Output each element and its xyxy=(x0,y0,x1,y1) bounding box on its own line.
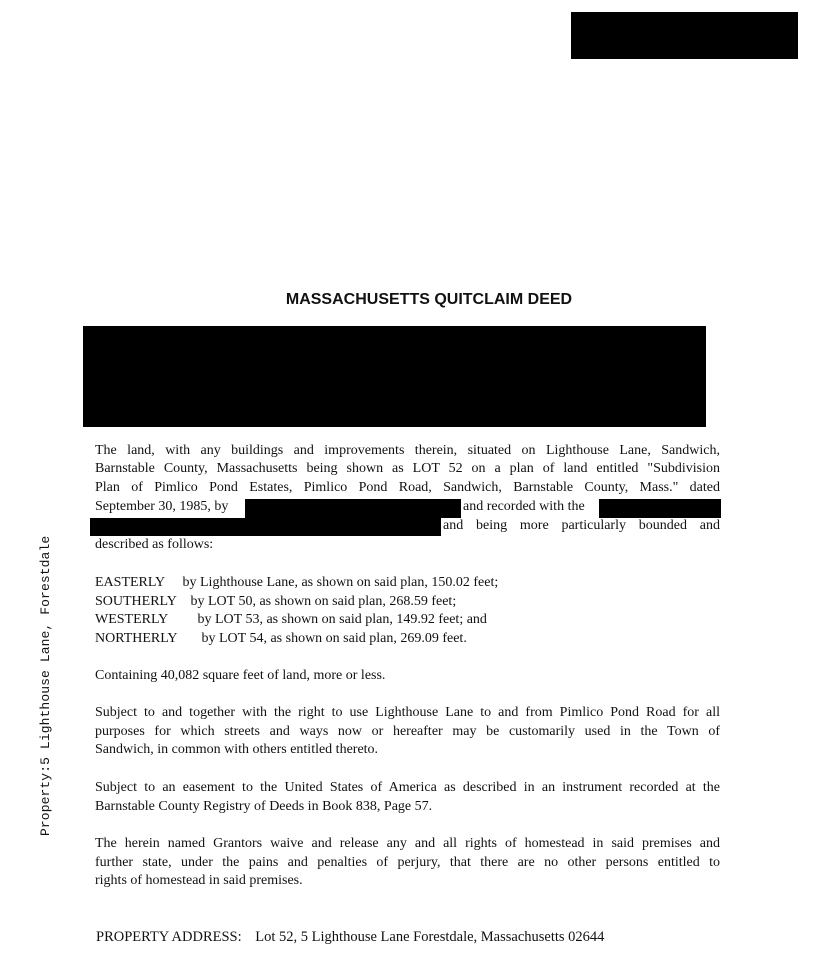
paragraph-line: further state, under the pains and penalties of perjury, that there are no other persons entitled to xyxy=(95,854,720,870)
property-address-label: PROPERTY ADDRESS: xyxy=(96,929,242,945)
bound-direction: NORTHERLY xyxy=(95,630,178,646)
paragraph-line: Subject to and together with the right to use Lighthouse Lane to and from Pimlico Pond Road for all xyxy=(95,705,720,720)
right-of-way-paragraph xyxy=(95,704,720,760)
redaction-registry-name xyxy=(599,499,721,518)
redaction-surveyor-name xyxy=(245,499,461,518)
deed-title: MASSACHUSETTS QUITCLAIM DEED xyxy=(285,291,573,308)
paragraph-line: purposes for which streets and ways now or hereafter may be customarily used in the Town of xyxy=(95,723,720,739)
redaction-block-header xyxy=(571,12,798,59)
bound-direction: EASTERLY xyxy=(95,575,166,590)
paragraph-line: Sandwich, in common with others entitled thereto. xyxy=(95,742,379,757)
paragraph-line: Containing 40,082 square feet of land, more or less. xyxy=(95,668,386,683)
bound-northerly xyxy=(95,630,498,649)
bound-description: by LOT 50, as shown on said plan, 268.59 feet; xyxy=(190,593,457,609)
redaction-block-grantor xyxy=(83,326,706,427)
land-description-line: described as follows: xyxy=(95,537,214,552)
easement-paragraph xyxy=(95,779,720,816)
property-address-value: Lot 52, 5 Lighthouse Lane Forestdale, Massachusetts 02644 xyxy=(255,929,605,945)
land-description-line: The land, with any buildings and improvements therein, situated on Lighthouse Lane, Sandwich, xyxy=(95,443,720,458)
bound-southerly xyxy=(95,593,498,612)
bound-direction: SOUTHERLY xyxy=(95,593,177,609)
bound-description: by LOT 54, as shown on said plan, 269.09 feet. xyxy=(201,630,467,646)
bounds-list xyxy=(95,574,498,648)
property-address xyxy=(96,929,604,946)
land-description-line: and recorded with the xyxy=(463,499,585,514)
paragraph-line: The herein named Grantors waive and release any and all rights of homestead in said premises and xyxy=(95,836,720,851)
paragraph-line: Subject to an easement to the United States of America as described in an instrument recorded at the xyxy=(95,780,720,795)
homestead-paragraph xyxy=(95,835,720,891)
land-description-line: September 30, 1985, by xyxy=(95,499,229,514)
paragraph-line: rights of homestead in said premises. xyxy=(95,873,303,888)
land-description-line: Barnstable County, Massachusetts being shown as LOT 52 on a plan of land entitled "Subdivision xyxy=(95,461,720,476)
bound-easterly xyxy=(95,574,498,593)
bound-description: by Lighthouse Lane, as shown on said plan, 150.02 feet; xyxy=(182,575,499,590)
land-description-line: Plan of Pimlico Pond Estates, Pimlico Pond Road, Sandwich, Barnstable County, Mass." dated xyxy=(95,480,720,495)
land-description-line: and being more particularly bounded and xyxy=(443,518,720,533)
bound-direction: WESTERLY xyxy=(95,612,169,627)
bound-westerly xyxy=(95,611,498,630)
side-property-label: Property:5 Lighthouse Lane, Forestdale xyxy=(38,535,53,836)
containing-paragraph xyxy=(95,667,720,686)
bound-description: by LOT 53, as shown on said plan, 149.92 feet; and xyxy=(197,612,487,627)
redaction-plan-reference xyxy=(90,518,441,536)
paragraph-line: Barnstable County Registry of Deeds in Book 838, Page 57. xyxy=(95,798,433,814)
